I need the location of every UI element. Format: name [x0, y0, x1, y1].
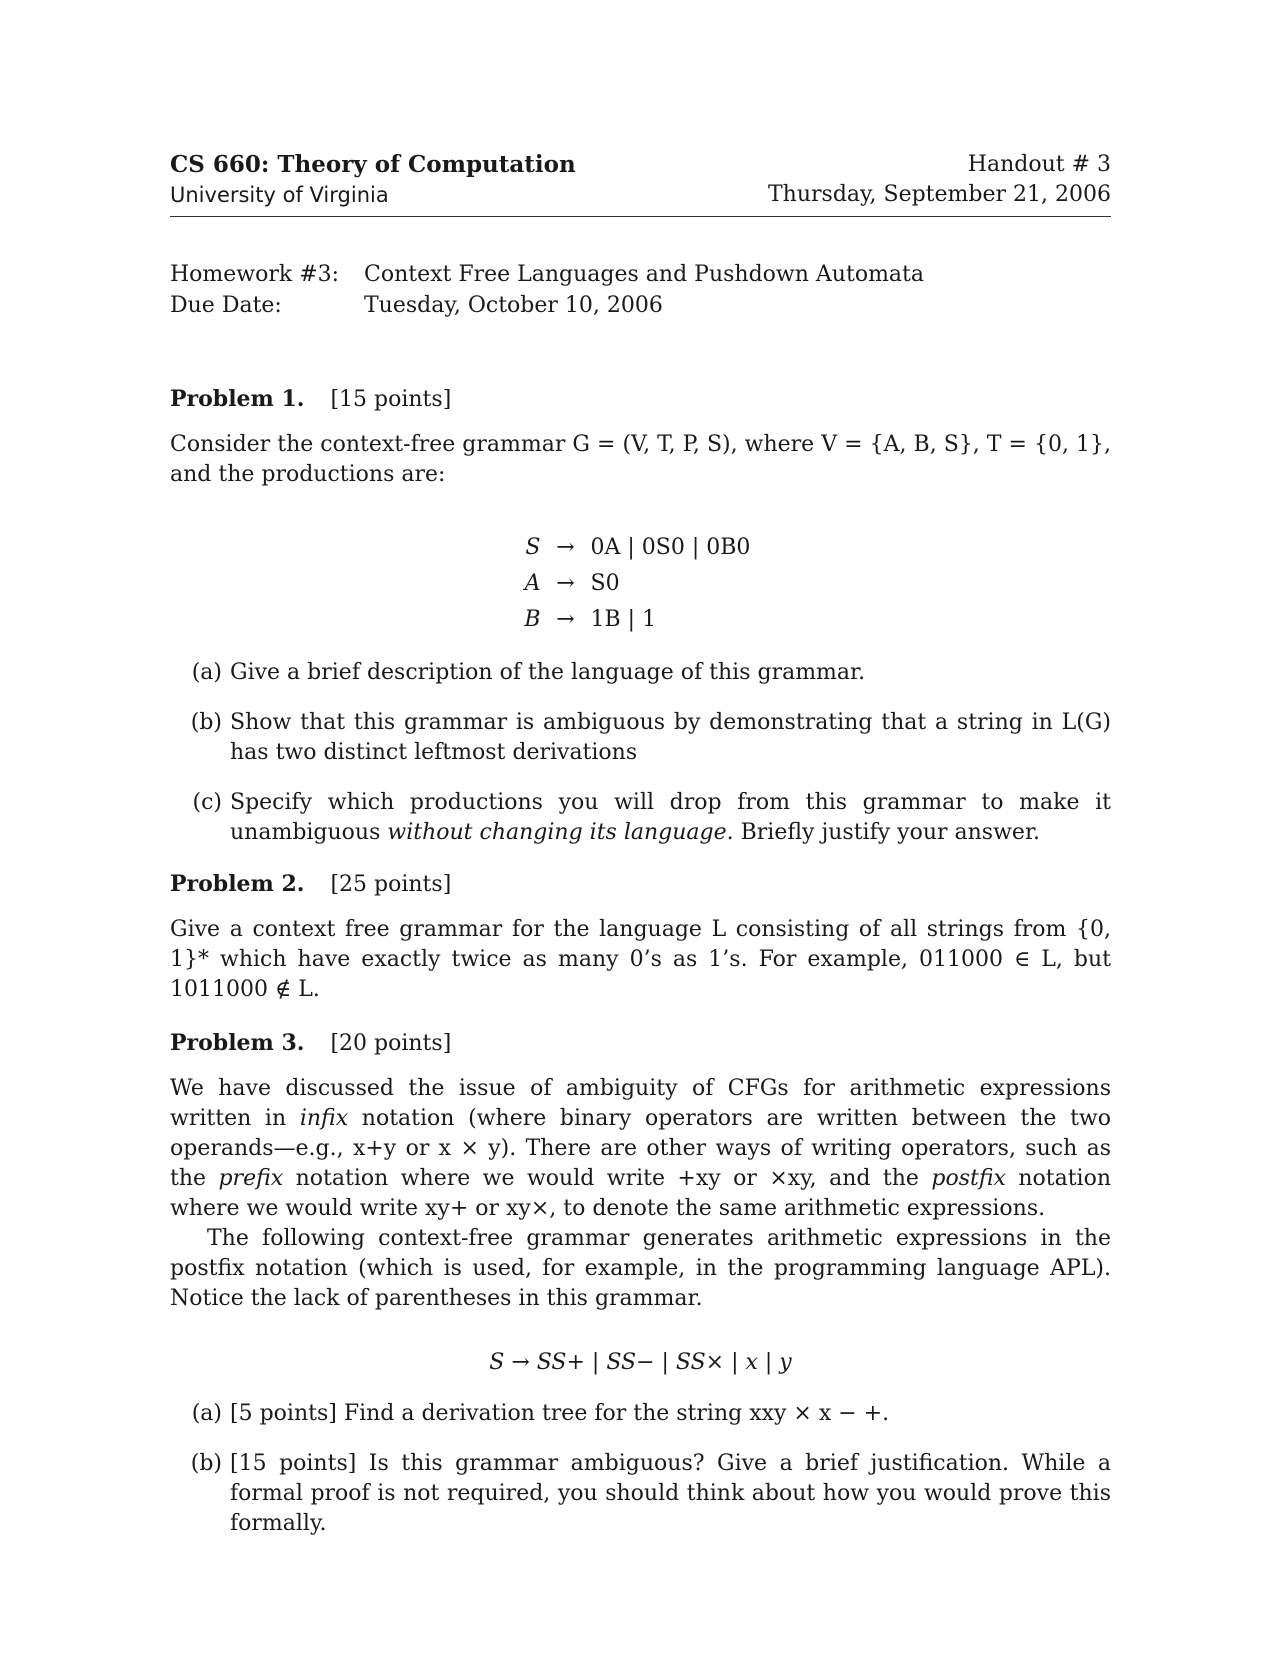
handout-date: Thursday, September 21, 2006 — [768, 182, 1111, 207]
p3-text-a: We have discussed the issue of ambiguity of CFGs for arithmetic expressions written in — [170, 1076, 1111, 1131]
part-label: (c) — [192, 790, 222, 815]
part-text: Give a brief description of the language of this grammar. — [230, 660, 866, 685]
p3-prefix-term: prefix — [218, 1166, 284, 1191]
problem-1-intro: Consider the context-free grammar G = (V, T, P, S), where V = {A, B, S}, T = {0, 1}, and the productions are: — [170, 432, 1111, 487]
problem-1-heading — [170, 383, 1111, 416]
part-label: (b) — [190, 1451, 222, 1476]
problem-part — [170, 788, 1111, 848]
production-row — [511, 602, 771, 638]
problem-part — [170, 658, 1111, 688]
p3-postfix-term: postfix — [931, 1166, 1006, 1191]
production-rhs: 0A | 0S0 | 0B0 — [590, 535, 751, 560]
problem-2-name: Problem 2. — [170, 871, 305, 897]
grammar-productions — [511, 530, 771, 638]
part-text: [15 points] Is this grammar ambiguous? Give a brief justification. While a formal proof is not required, you should think about how you would prove this formally. — [230, 1451, 1111, 1536]
part-label: (a) — [191, 1401, 222, 1426]
due-date-value: Tuesday, October 10, 2006 — [364, 293, 663, 318]
header-rule — [170, 216, 1111, 217]
homework-info — [170, 259, 1111, 321]
course-title: CS 660: Theory of Computation — [170, 151, 576, 178]
document-page — [170, 150, 1111, 1559]
problem-3-parts — [170, 1399, 1111, 1539]
production-arrow: → — [556, 607, 575, 632]
production-row — [511, 530, 771, 566]
university-name: University of Virginia — [170, 183, 389, 207]
production-lhs: A — [524, 571, 541, 596]
production-lhs: S — [525, 535, 541, 560]
problem-part — [170, 1399, 1111, 1429]
part-text-before: Specify which productions you will drop from this grammar to make it unambiguous — [230, 790, 1111, 845]
production-arrow: → — [556, 535, 575, 560]
problem-3-paragraph-1 — [170, 1074, 1111, 1224]
part-label: (b) — [190, 710, 222, 735]
postfix-grammar-equation: S → SS+ | SS− | SS× | x | y — [489, 1350, 792, 1375]
production-lhs: B — [524, 607, 541, 632]
problem-3-name: Problem 3. — [170, 1030, 305, 1056]
part-text-after: Briefly justify your answer. — [733, 820, 1041, 845]
problem-3-points: [20 points] — [330, 1031, 452, 1056]
problem-1-points: [15 points] — [330, 387, 452, 412]
problem-part — [170, 708, 1111, 768]
problem-1-parts — [170, 658, 1111, 848]
p3-text-b: notation (where binary operators are written between the two operands—e.g., x+y or x × y). There are other ways of writing operators, such as the — [170, 1106, 1112, 1191]
page-header — [170, 150, 1111, 210]
homework-label: Homework #3: — [170, 262, 340, 287]
production-arrow: → — [556, 571, 575, 596]
production-row — [511, 566, 771, 602]
p3-text-c: notation where we would write +xy or ×xy, and the — [283, 1166, 932, 1191]
problem-1-name: Problem 1. — [170, 386, 305, 412]
problem-3-paragraph-2: The following context-free grammar generates arithmetic expressions in the postfix notation (which is used, for example, in the programming language APL). Notice the lack of parentheses in this grammar. — [170, 1226, 1111, 1311]
problem-3-heading — [170, 1027, 1111, 1060]
due-date-label: Due Date: — [170, 293, 282, 318]
problem-part — [170, 1449, 1111, 1539]
production-rhs: S0 — [590, 571, 620, 596]
problem-2-points: [25 points] — [330, 872, 452, 897]
part-text: [5 points] Find a derivation tree for the string xxy × x − +. — [230, 1401, 890, 1426]
homework-title: Context Free Languages and Pushdown Automata — [364, 262, 925, 287]
part-text — [230, 788, 1111, 848]
part-text-emphasis: without changing its language. — [387, 820, 734, 845]
p3-text-d: notation where we would write xy+ or xy×, to denote the same arithmetic expressions. — [170, 1166, 1111, 1221]
problem-2-text: Give a context free grammar for the language L consisting of all strings from {0, 1}* which have exactly twice as many 0’s as 1’s. For example, 011000 ∈ L, but 1011000 ∉ L. — [170, 917, 1111, 1002]
part-label: (a) — [191, 660, 222, 685]
problem-2-heading — [170, 868, 1111, 901]
production-rhs: 1B | 1 — [590, 607, 657, 632]
part-text: Show that this grammar is ambiguous by demonstrating that a string in L(G) has two distinct leftmost derivations — [230, 710, 1111, 765]
p3-infix-term: infix — [299, 1106, 349, 1131]
handout-number: Handout # 3 — [967, 152, 1111, 177]
